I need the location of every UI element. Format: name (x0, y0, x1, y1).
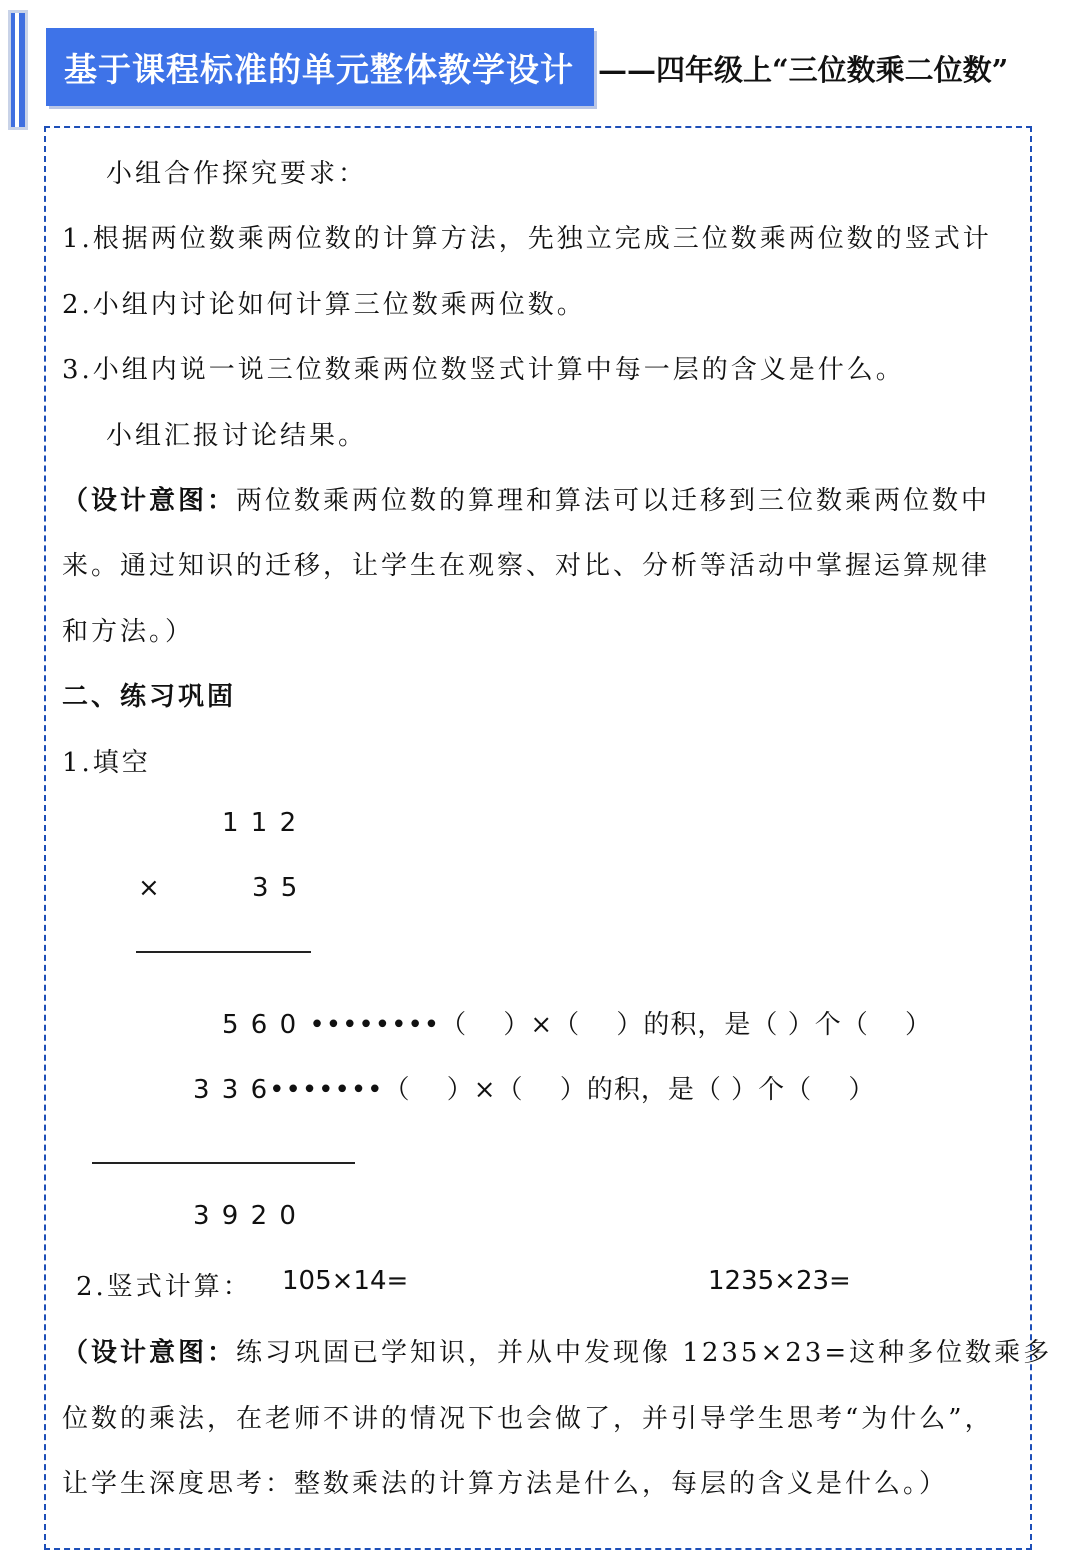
question-1-title: 1.填空 (62, 748, 151, 778)
design-intent-1-text: 两位数乘两位数的算理和算法可以迁移到三位数乘两位数中 (236, 486, 991, 516)
design-intent-2-line-2: 位数的乘法，在老师不讲的情况下也会做了，并引导学生思考“为什么”， (62, 1404, 994, 1434)
requirement-2: 2.小组内讨论如何计算三位数乘两位数。 (62, 290, 586, 320)
calc-result: 3 9 2 0 (193, 1201, 298, 1231)
calc-partial-1: 5 6 0 (222, 1010, 299, 1040)
calc-partial-2-row (193, 1069, 875, 1106)
design-intent-1-line-3: 和方法。） (62, 617, 195, 647)
calc-times-sign: × (138, 873, 160, 903)
calc-divider-1 (136, 951, 311, 953)
calc-partial-1-text: ••••••••（ ）×（ ）的积，是（ ）个（ ） (309, 1010, 932, 1040)
side-accent-bar (8, 10, 28, 130)
design-intent-2-line-1 (62, 1332, 1052, 1369)
design-intent-1-line-2: 来。通过知识的迁移，让学生在观察、对比、分析等活动中掌握运算规律 (62, 551, 991, 581)
design-intent-2-text: 练习巩固已学知识，并从中发现像 1235×23=这种多位数乘多 (236, 1338, 1053, 1368)
header-subtitle: ——四年级上“三位数乘二位数” (598, 53, 1009, 87)
group-requirements-title: 小组合作探究要求： (106, 159, 368, 189)
calc-divider-2 (92, 1162, 355, 1164)
question-2-expression-1: 105×14= (282, 1266, 409, 1296)
design-intent-2-label: （设计意图： (62, 1338, 237, 1368)
question-2-title: 2.竖式计算： (76, 1272, 252, 1302)
calc-partial-2: 3 3 6 (193, 1075, 270, 1105)
group-report: 小组汇报讨论结果。 (106, 421, 368, 451)
calc-partial-1-row (222, 1004, 932, 1041)
design-intent-1-label: （设计意图： (62, 486, 237, 516)
requirement-1: 1.根据两位数乘两位数的计算方法，先独立完成三位数乘两位数的竖式计 (62, 224, 992, 254)
design-intent-2-line-3: 让学生深度思考：整数乘法的计算方法是什么，每层的含义是什么。） (62, 1469, 949, 1499)
calc-multiplier: 3 5 (252, 873, 300, 903)
calc-multiplicand: 1 1 2 (222, 808, 299, 838)
question-2-expression-2: 1235×23= (708, 1266, 851, 1296)
header-title-box (46, 28, 594, 106)
design-intent-1-line-1 (62, 480, 990, 517)
section-2-title: 二、练习巩固 (62, 682, 237, 712)
header-title: 基于课程标准的单元整体教学设计 (64, 49, 574, 89)
calc-partial-2-text: •••••••（ ）×（ ）的积，是（ ）个（ ） (269, 1075, 876, 1105)
requirement-3: 3.小组内说一说三位数乘两位数竖式计算中每一层的含义是什么。 (62, 355, 905, 385)
